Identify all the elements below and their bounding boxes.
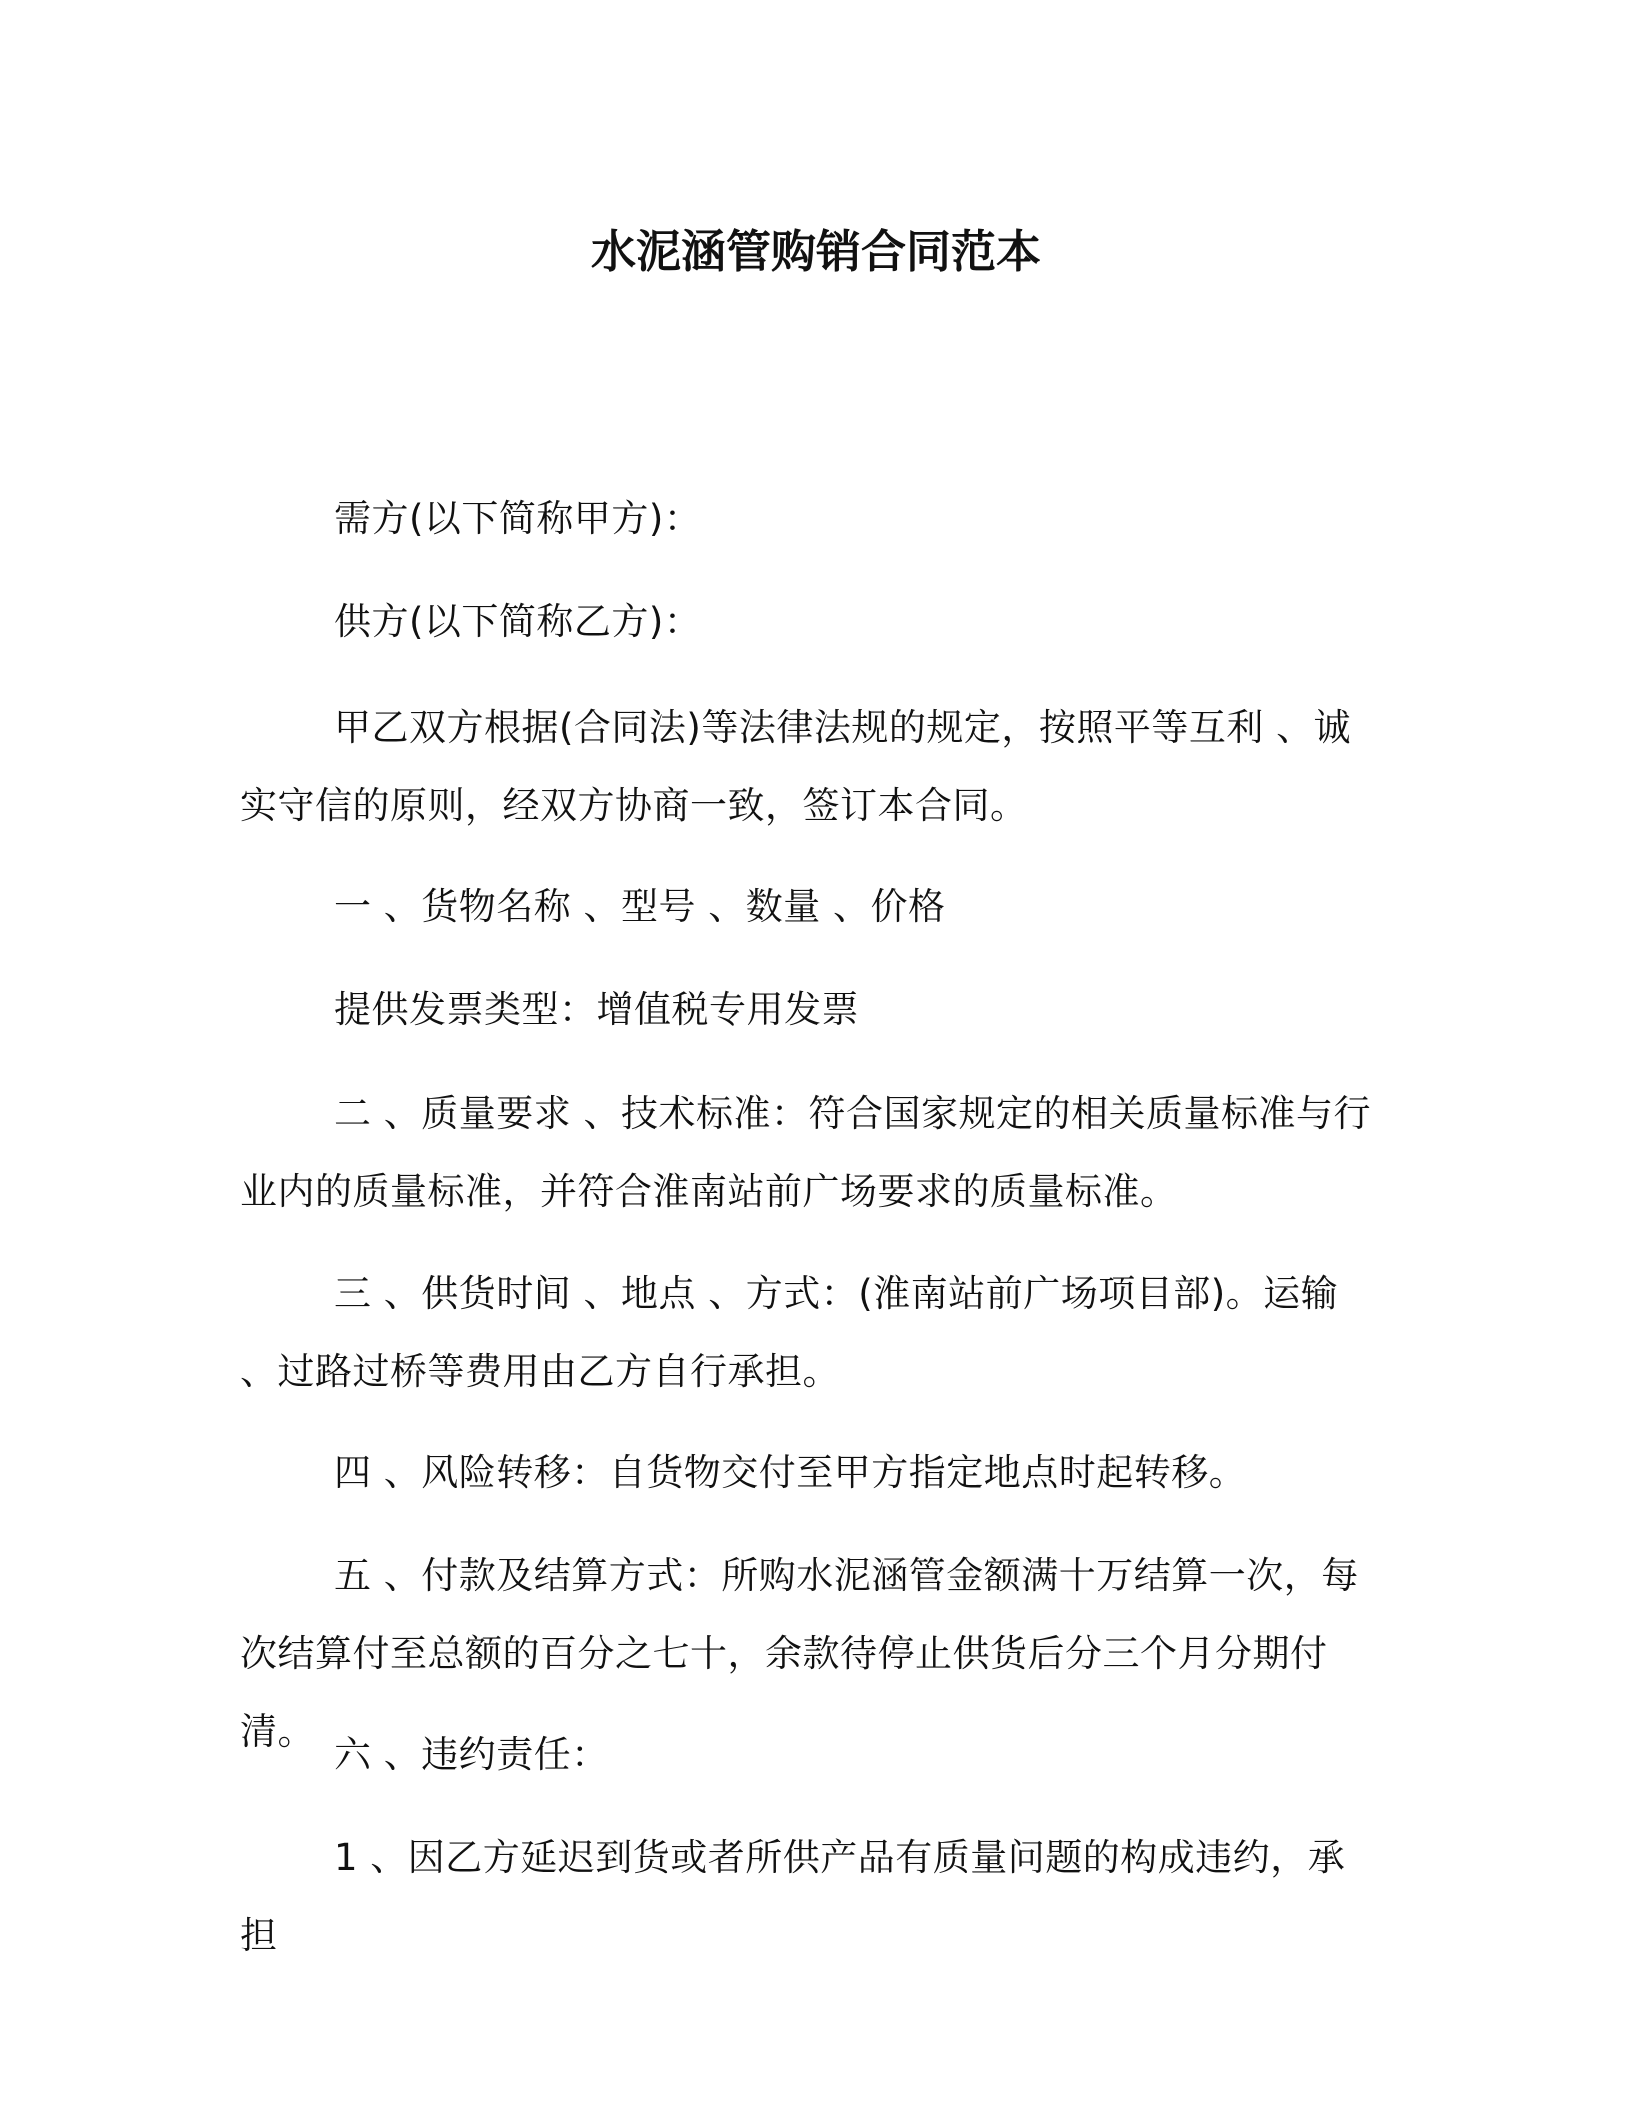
document-title: 水泥涵管购销合同范本: [590, 225, 1041, 278]
paragraph-section-1: 一 、货物名称 、型号 、数量 、价格: [334, 885, 946, 928]
paragraph-preamble: 甲乙双方根据(合同法)等法律法规的规定，按照平等互利 、诚实守信的原则，经双方协商一致，签订本合同。: [240, 706, 1352, 827]
paragraph-party-b: 供方(以下简称乙方)：: [334, 600, 702, 643]
paragraph-clause-6-1: 1 、因乙方延迟到货或者所供产品有质量问题的构成违约，承担: [240, 1836, 1346, 1957]
paragraph-party-a: 需方(以下简称甲方)：: [334, 497, 702, 540]
paragraph-section-3: 三 、供货时间 、地点 、方式：(淮南站前广场项目部)。运输 、过路过桥等费用由乙方自行承担。: [240, 1272, 1339, 1393]
paragraph-section-4: 四 、风险转移：自货物交付至甲方指定地点时起转移。: [334, 1451, 1247, 1494]
paragraph-section-5: 五 、付款及结算方式：所购水泥涵管金额满十万结算一次，每次结算付至总额的百分之七十，余款待停止供货后分三个月分期付清。: [240, 1554, 1359, 1753]
paragraph-section-6: 六 、违约责任：: [334, 1733, 609, 1776]
paragraph-invoice-type: 提供发票类型：增值税专用发票: [334, 988, 859, 1031]
paragraph-section-2: 二 、质量要求 、技术标准：符合国家规定的相关质量标准与行业内的质量标准，并符合淮南站前广场要求的质量标准。: [240, 1092, 1372, 1213]
